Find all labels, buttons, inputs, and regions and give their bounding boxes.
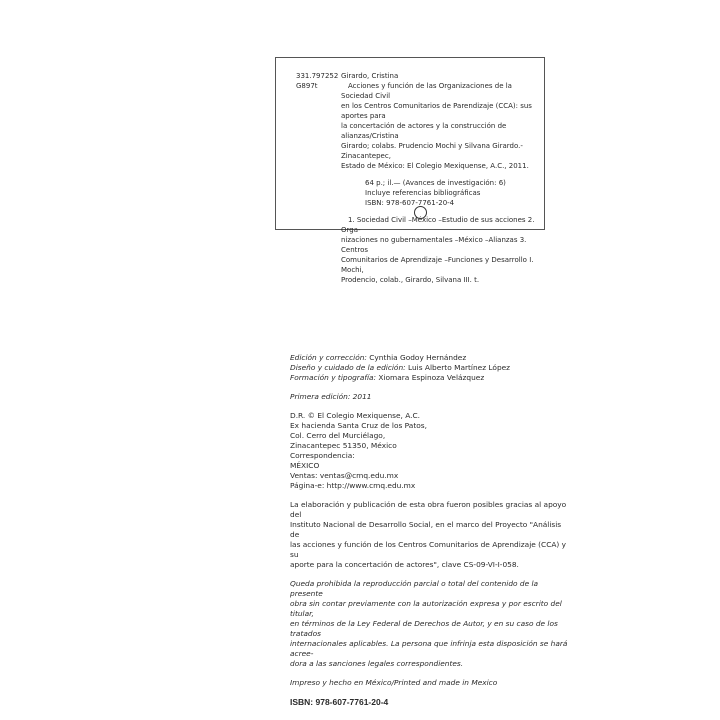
legal-notice-line: Queda prohibida la reproducción parcial o total del contenido de la presente — [290, 579, 539, 598]
title-line: Estado de México: El Colegio Mexiquense, A.C., 2011. — [341, 162, 529, 170]
legal-notice-line: obra sin contar previamente con la autorización expresa y por escrito del titular, — [290, 599, 562, 618]
credit-role: Diseño y cuidado de la edición: — [290, 363, 406, 372]
acknowledgement-line: las acciones y función de los Centros Comunitarios de Aprendizaje (CCA) y su — [290, 540, 567, 559]
physical-description: 64 p.; il.— (Avances de investigación: 6) — [365, 179, 506, 187]
call-number — [296, 71, 338, 91]
call-number-line: 331.797252 — [296, 72, 339, 80]
notes: Incluye referencias bibliográficas — [365, 189, 481, 197]
legal-notice-line: en términos de la Ley Federal de Derechos de Autor, y en su caso de los tratados — [290, 619, 558, 638]
publisher-line: Ventas: ventas@cmq.edu.mx — [290, 471, 399, 480]
colophon — [290, 353, 570, 707]
title-line: en los Centros Comunitarios de Parendizaje (CCA): sus aportes para — [341, 102, 532, 120]
acknowledgement-line: La elaboración y publicación de esta obra fueron posibles gracias al apoyo del — [290, 500, 567, 519]
card-isbn: ISBN: 978-607-7761-20-4 — [365, 199, 455, 207]
credit-name: Xiomara Espinoza Velázquez — [378, 373, 485, 382]
title-line: Girardo; colabs. Prudencio Mochi y Silvana Girardo.- Zinacantepec, — [341, 142, 523, 160]
credit-line — [290, 373, 570, 383]
title-line: la concertación de actores y la construcción de alianzas/Cristina — [341, 122, 507, 140]
credit-name: Luis Alberto Martínez López — [408, 363, 511, 372]
publisher-line: Ex hacienda Santa Cruz de los Patos, — [290, 421, 427, 430]
printed-in: Impreso y hecho en México/Printed and made in Mexico — [290, 678, 498, 687]
catalog-card — [275, 57, 545, 284]
subject-line: Comunitarios de Aprendizaje –Funciones y Desarrollo I. Mochi, — [341, 256, 534, 274]
credit-line — [290, 353, 570, 363]
credit-role: Edición y corrección: — [290, 353, 367, 362]
catalog-entry — [341, 71, 539, 285]
circle-mark-icon — [414, 206, 427, 219]
publisher-line: Col. Cerro del Murciélago, — [290, 431, 386, 440]
subject-line: 1. Sociedad Civil –México –Estudio de sus acciones 2. Orga- — [341, 216, 535, 234]
acknowledgement-line: aporte para la concertación de actores", clave CS-09-VI-I-058. — [290, 560, 519, 569]
edition: Primera edición: 2011 — [290, 392, 372, 401]
credit-name: Cynthia Godoy Hernández — [369, 353, 467, 362]
isbn: ISBN: 978-607-7761-20-4 — [290, 697, 389, 707]
publisher-line: D.R. © El Colegio Mexiquense, A.C. — [290, 411, 421, 420]
credit-role: Formación y tipografía: — [290, 373, 377, 382]
legal-notice-line: dora a las sanciones legales correspondientes. — [290, 659, 464, 668]
publisher-line: Correspondencia: — [290, 451, 355, 460]
legal-notice-line: internacionales aplicables. La persona que infrinja esta disposición se hará acree- — [290, 639, 568, 658]
subject-line: nizaciones no gubernamentales –México –Alianzas 3. Centros — [341, 236, 527, 254]
publisher-line: MÉXICO — [290, 461, 320, 470]
acknowledgement-line: Instituto Nacional de Desarrollo Social, en el marco del Proyecto "Análisis de — [290, 520, 562, 539]
publisher-line: Zinacantepec 51350, México — [290, 441, 397, 450]
author-heading: Girardo, Cristina — [341, 72, 399, 80]
credit-line — [290, 363, 570, 373]
subject-line: Prodencio, colab., Girardo, Silvana III. t. — [341, 276, 480, 284]
call-number-line: G897t — [296, 82, 318, 90]
title-line: Acciones y función de las Organizaciones de la Sociedad Civil — [341, 82, 512, 100]
publisher-line: Página-e: http://www.cmq.edu.mx — [290, 481, 416, 490]
